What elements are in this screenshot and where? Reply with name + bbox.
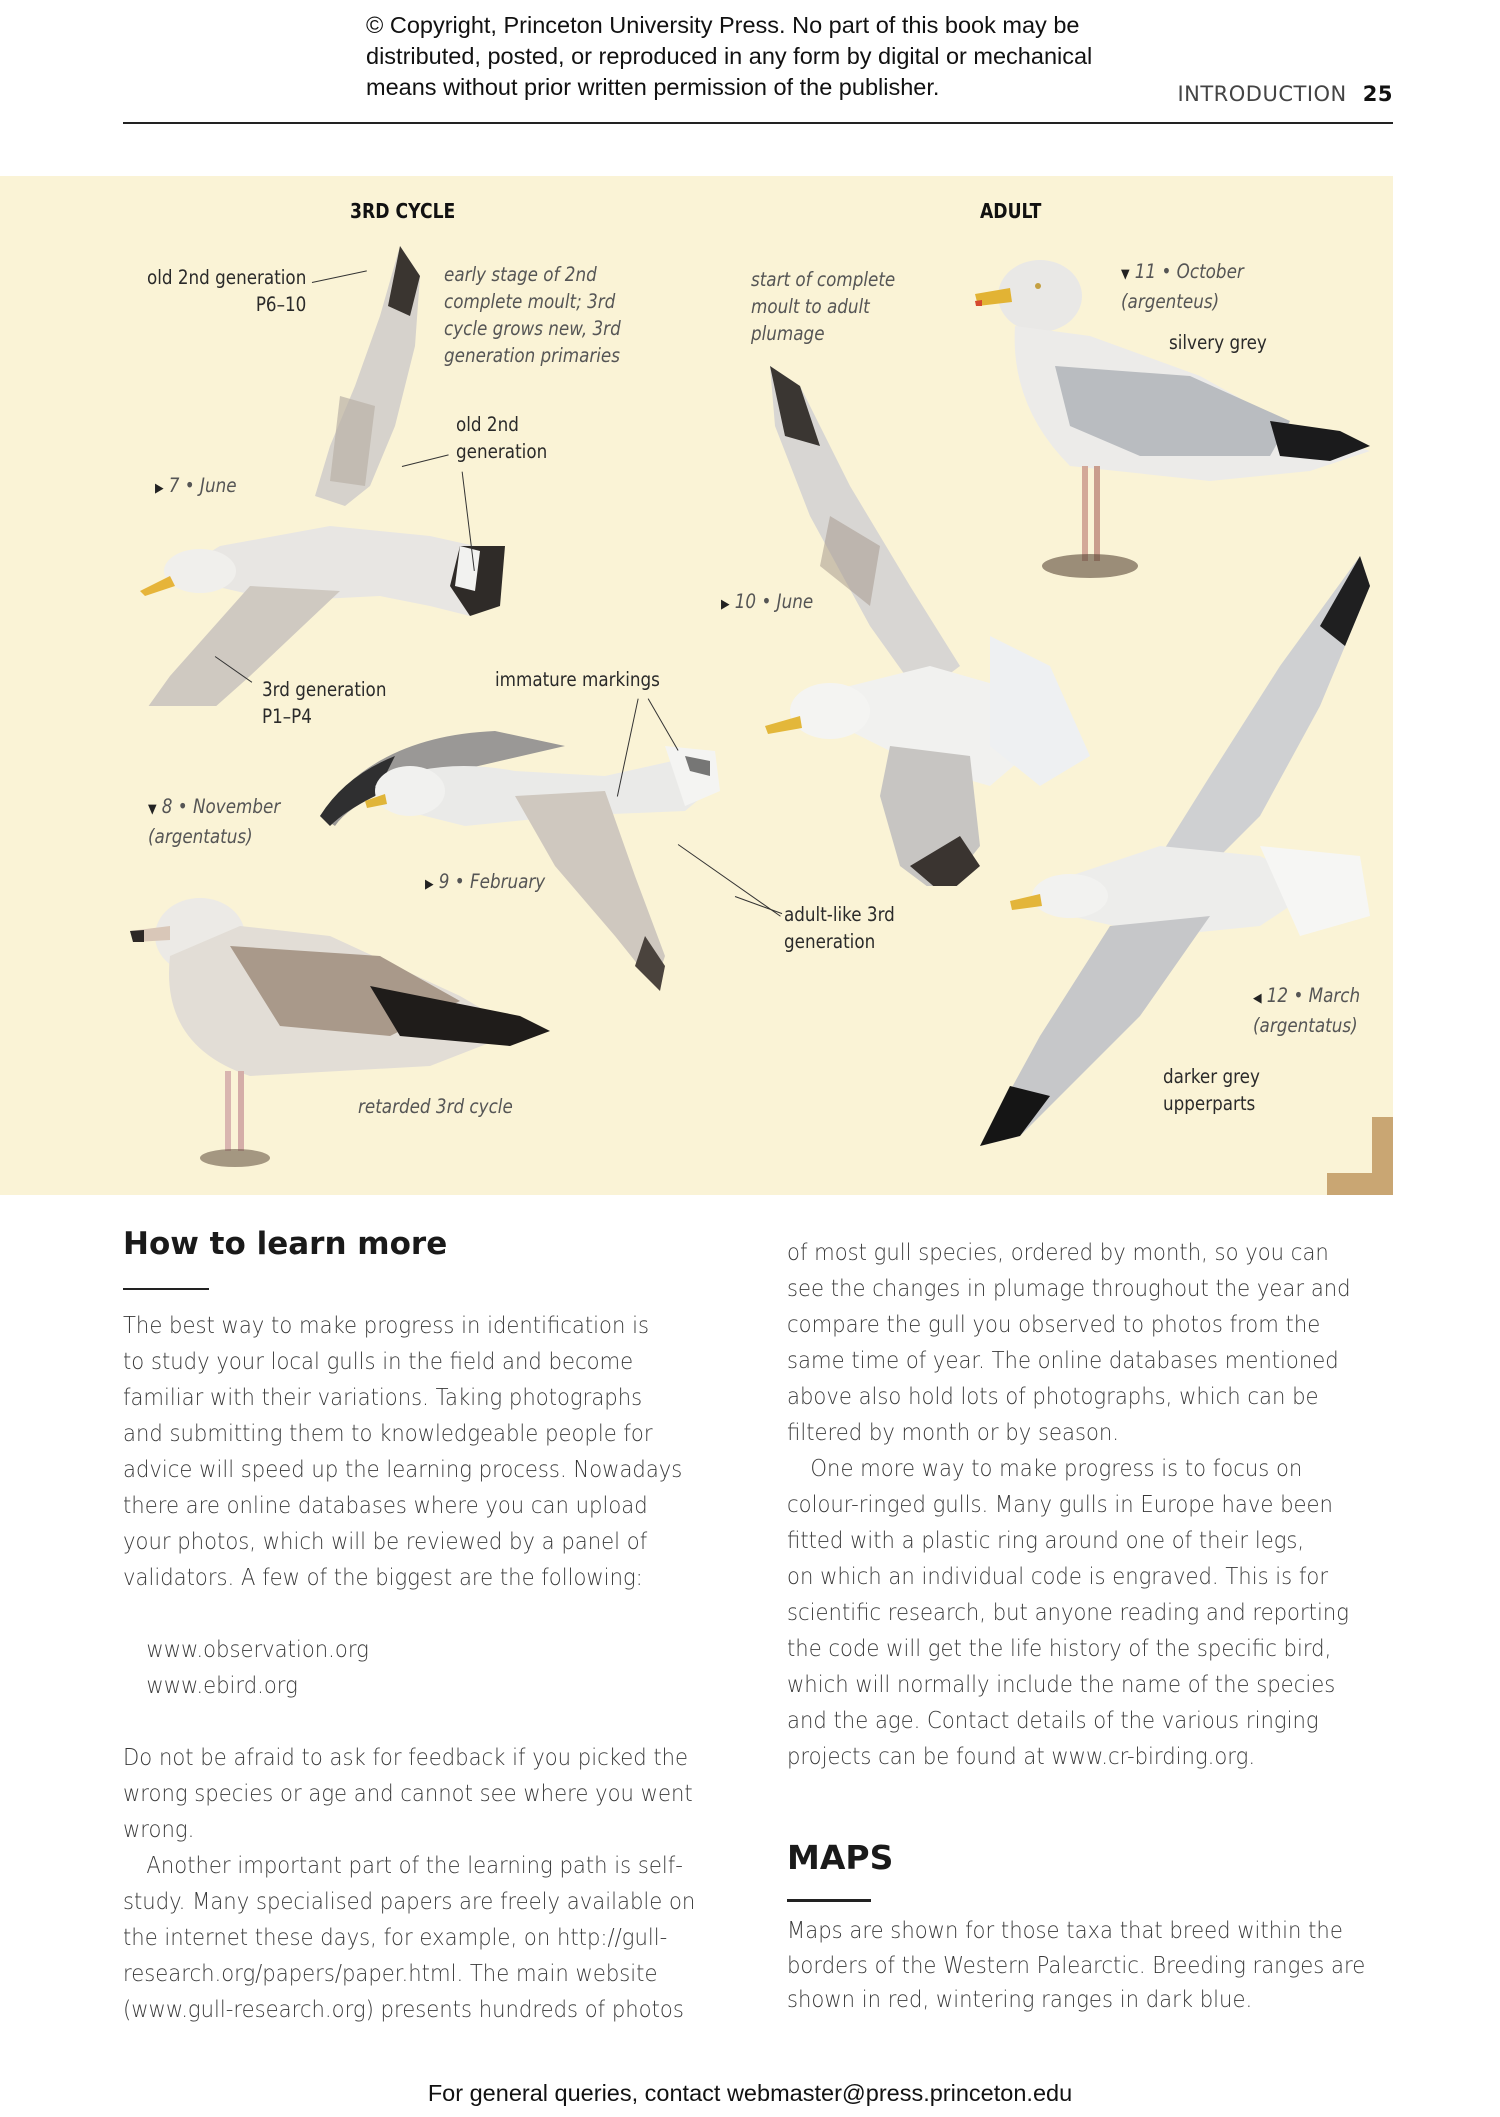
- plate-label-10: ▶ 10 • June: [721, 590, 814, 613]
- footer-contact: For general queries, contact webmaster@press.princeton.edu: [427, 2080, 1073, 2106]
- maps-text: Maps are shown for those taxa that breed within the borders of the Western Palearctic. Breeding ranges are shown in red, wintering ranges in dark blue.: [787, 1916, 1366, 2013]
- link-ebird[interactable]: www.ebird.org: [146, 1671, 298, 1699]
- plate-label-12: ◀ 12 • March (argentatus): [1253, 984, 1361, 1037]
- plate-label-7: ▶ 7 • June: [155, 474, 237, 497]
- copyright-notice: [366, 10, 1166, 103]
- section-heading-maps: MAPS: [787, 1838, 894, 1877]
- column-heading-3rd-cycle: 3RD CYCLE: [350, 199, 456, 223]
- left-column-text: The best way to make progress in identification is to study your local gulls in the field and become familiar with their variations. Taking photographs and submitting them to knowledgeable people for advice will speed up the learning process. Nowadays there are online databases where you can upload your photos, which will be reviewed by a panel of validators. A few of the biggest are the following: www.observation.org www.ebird.org Do not be afraid to ask for feedback if you picked the wrong species or age and cannot see where you went wrong. Another important part of the learning path is self- study. Many specialised papers are freely available on the internet these days, for example, on http://gull- research.org/papers/paper.html. The main website (www.gull-research.org) presents hundreds of photos: [123, 1311, 696, 2023]
- plate-label-8: ▼ 8 • November (argentatus): [148, 795, 281, 848]
- corner-accent: [1327, 1173, 1393, 1195]
- annotation-early-stage: early stage of 2nd complete moult; 3rd cycle grows new, 3rd generation primaries: [444, 263, 621, 367]
- annotation-retarded-3rd-cycle: retarded 3rd cycle: [358, 1095, 513, 1118]
- copyright-line: © Copyright, Princeton University Press. No part of this book may be: [366, 12, 1080, 38]
- copyright-line: distributed, posted, or reproduced in any form by digital or mechanical: [366, 43, 1093, 69]
- section-title: INTRODUCTION: [1177, 82, 1347, 106]
- annotation-darker-grey-upperparts: darker grey upperparts: [1163, 1065, 1260, 1115]
- annotation-old-2nd-generation-p6-10: old 2nd generation P6–10: [146, 266, 306, 316]
- annotation-start-of-complete-moult: start of complete moult to adult plumage: [751, 268, 896, 345]
- page-number: 25: [1362, 82, 1393, 106]
- gull-photo-9-february: [315, 716, 775, 1016]
- plate-label-11: ▼ 11 • October (argenteus): [1121, 260, 1244, 313]
- gull-plate-figure: [0, 176, 1393, 1195]
- header-rule: [123, 122, 1393, 124]
- running-head: [1177, 82, 1393, 106]
- right-column-text: of most gull species, ordered by month, so you can see the changes in plumage throughout the year and compare the gull you observed to photos from the same time of year. The online databases mentioned above also hold lots of photographs, which can be filtered by month or by season. One more way to make progress is to focus on colour-ringed gulls. Many gulls in Europe have been fitted with a plastic ring around one of their legs, on which an individual code is engraved. This is for scientific research, but anyone reading and reporting the code will get the life history of the specific bird, which will normally include the name of the species and the age. Contact details of the various ringing projects can be found at www.cr-birding.org.: [787, 1238, 1351, 1770]
- section-heading-how-to-learn-more: How to learn more: [123, 1226, 448, 1262]
- heading-underline: [787, 1899, 871, 1902]
- annotation-silvery-grey: silvery grey: [1169, 331, 1267, 354]
- column-heading-adult: ADULT: [980, 199, 1042, 223]
- annotation-3rd-generation-p1-p4: 3rd generation P1–P4: [262, 678, 387, 728]
- heading-underline: [123, 1288, 209, 1290]
- annotation-old-2nd-generation: old 2nd generation: [456, 413, 548, 463]
- copyright-line: means without prior written permission of the publisher.: [366, 74, 940, 100]
- link-observation[interactable]: www.observation.org: [146, 1635, 369, 1663]
- annotation-adult-like-3rd-generation: adult-like 3rd generation: [784, 903, 895, 953]
- plate-label-9: ▶ 9 • February: [425, 870, 546, 893]
- annotation-immature-markings: immature markings: [495, 668, 660, 691]
